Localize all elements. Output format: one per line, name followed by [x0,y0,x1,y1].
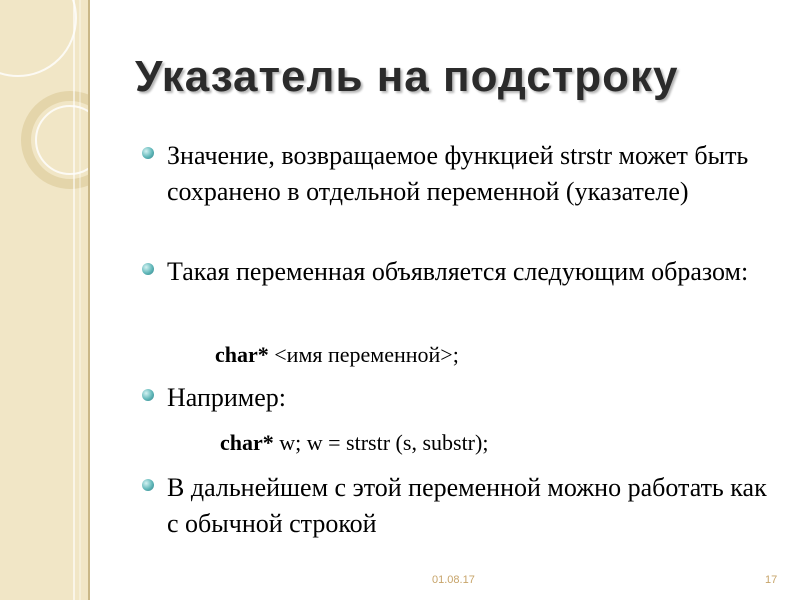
bullet-icon [142,263,154,275]
bullet-icon [142,479,154,491]
code-keyword: char* [215,342,269,367]
sidebar-divider [88,0,90,600]
bullet-icon [142,147,154,159]
bullet-text: В дальнейшем с этой переменной можно работать как с обычной строкой [167,473,767,538]
bullet-item [142,254,782,290]
code-declaration [215,342,459,368]
sidebar-circles-decoration [0,0,88,600]
bullet-item [142,470,782,542]
bullet-text: Такая переменная объявляется следующим образом: [167,257,749,286]
code-text: <имя переменной>; [268,342,459,367]
code-keyword: char* [220,430,274,455]
bullet-text: Например: [167,383,287,412]
bullet-text: Значение, возвращаемое функцией strstr может быть сохранено в отдельной переменной (указателе) [167,141,749,206]
code-text: w; w = strstr (s, substr); [273,430,489,455]
code-example [220,430,488,456]
footer-date: 01.08.17 [432,574,475,586]
bullet-item [142,138,782,210]
decorative-sidebar [0,0,88,600]
bullet-item [142,380,782,416]
footer-page-number: 17 [765,574,778,586]
slide-title: Указатель на подстроку [135,52,679,101]
bullet-icon [142,389,154,401]
